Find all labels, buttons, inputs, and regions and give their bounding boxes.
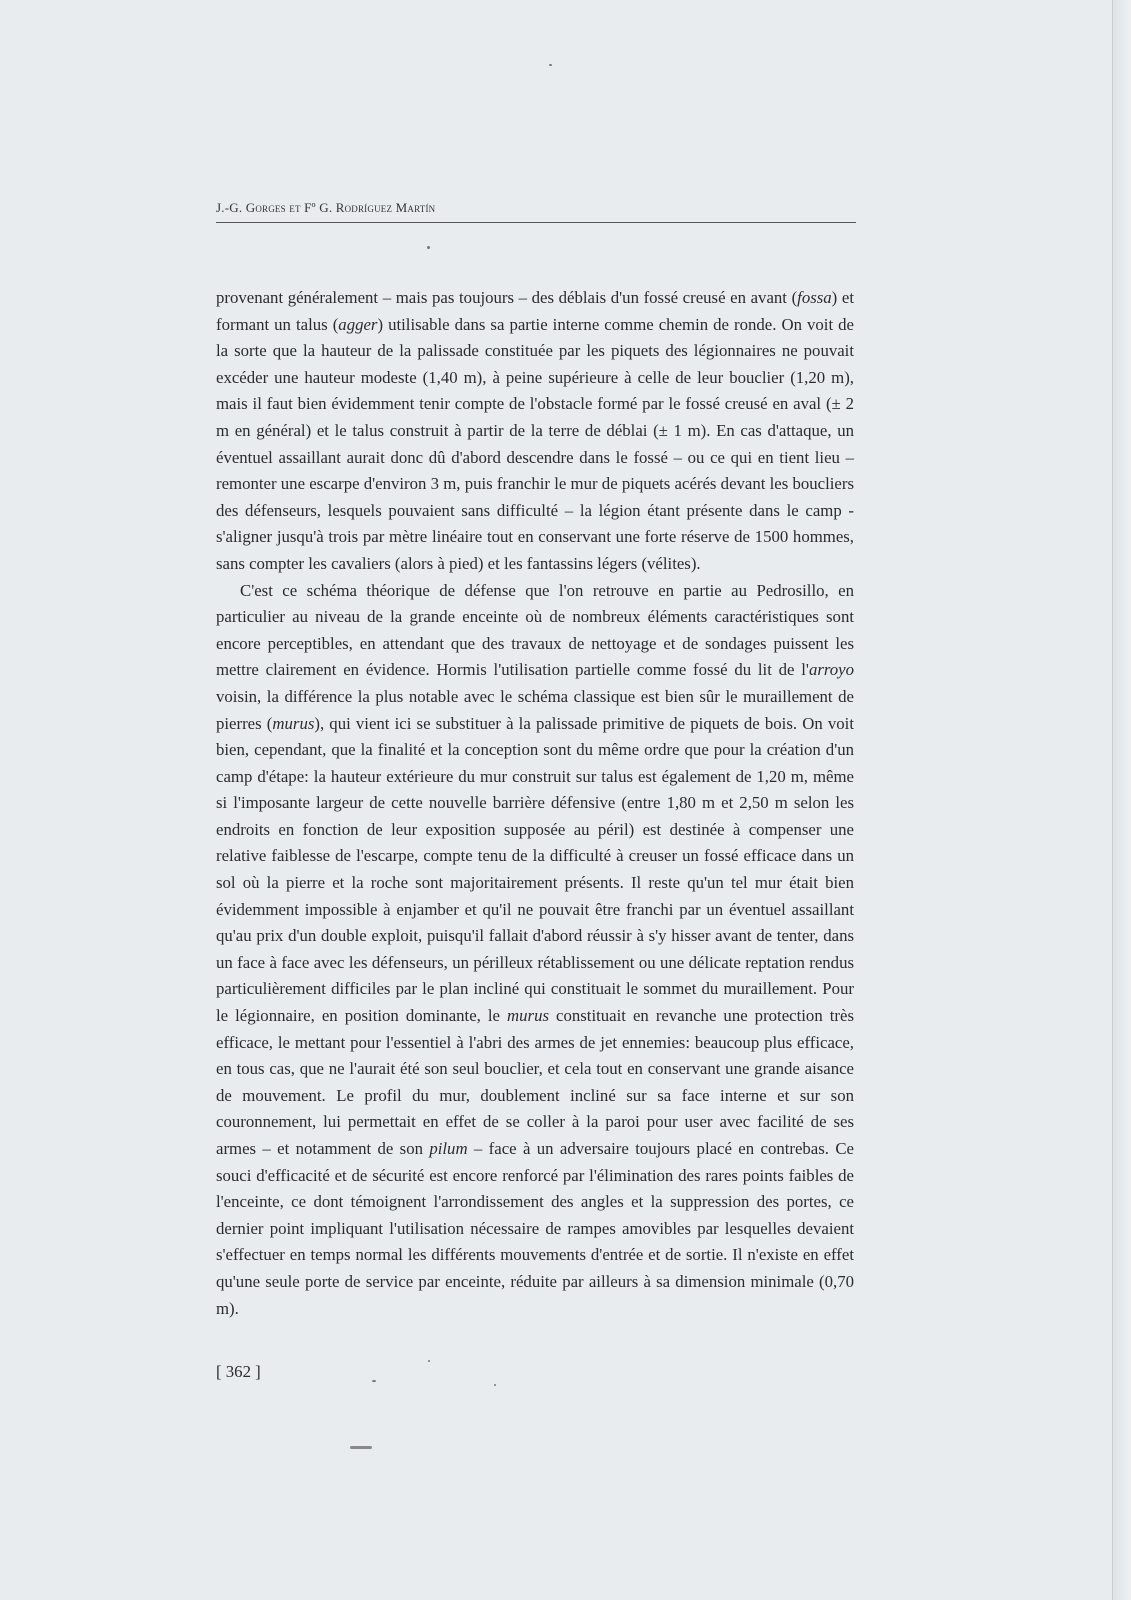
page-edge xyxy=(1112,0,1131,1600)
paragraph-1: provenant généralement – mais pas toujours – des déblais d'un fossé creusé en avant (fossa) et formant un talus (agger) utilisable dans sa partie interne comme chemin de ronde. On voit de la sorte que la hauteur de la palissade constituée par les piquets des légionnaires ne pouvait excéder une hauteur modeste (1,40 m), à peine supérieure à celle de leur bouclier (1,20 m), mais il faut bien évidemment tenir compte de l'obstacle formé par le fossé creusé en aval (± 2 m en général) et le talus construit à partir de la terre de déblai (± 1 m). En cas d'attaque, un éventuel assaillant aurait donc dû d'abord descendre dans le fossé – ou ce qui en tient lieu – remonter une escarpe d'environ 3 m, puis franchir le mur de piquets acérés devant les boucliers des défenseurs, lesquels pouvaient sans difficulté – la légion étant présente dans le camp - s'aligner jusqu'à trois par mètre linéaire tout en conservant une forte réserve de 1500 hommes, sans compter les cavaliers (alors à pied) et les fantassins légers (vélites). xyxy=(216,288,854,573)
body-text xyxy=(216,285,854,1322)
running-header xyxy=(216,200,856,223)
scan-speck xyxy=(350,1446,372,1449)
page-number: [ 362 ] xyxy=(216,1362,261,1381)
scan-speck xyxy=(427,246,430,249)
scan-speck xyxy=(372,1380,376,1382)
paragraph-2: C'est ce schéma théorique de défense que l'on retrouve en partie au Pedrosillo, en particulier au niveau de la grande enceinte où de nombreux éléments caractéristiques sont encore perceptibles, en attendant que des travaux de nettoyage et de sondages puissent les mettre clairement en évidence. Hormis l'utilisation partielle comme fossé du lit de l'arroyo voisin, la différence la plus notable avec le schéma classique est bien sûr le muraillement de pierres (murus), qui vient ici se substituer à la palissade primitive de piquets de bois. On voit bien, cependant, que la finalité et la conception sont du même ordre que pour la création d'un camp d'étape: la hauteur extérieure du mur construit sur talus est également de 1,20 m, même si l'imposante largeur de cette nouvelle barrière défensive (entre 1,80 m et 2,50 m selon les endroits en fonction de leur exposition supposée au péril) est destinée à compenser une relative faiblesse de l'escarpe, compte tenu de la difficulté à creuser un fossé efficace dans un sol où la pierre et la roche sont majoritairement présents. Il reste qu'un tel mur était bien évidemment impossible à enjamber et qu'il ne pouvait être franchi par un éventuel assaillant qu'au prix d'un double exploit, puisqu'il fallait d'abord réussir à s'y hisser avant de tenter, dans un face à face avec les défenseurs, un périlleux rétablissement ou une délicate reptation rendus particulièrement difficiles par le plan incliné qui constituait le sommet du muraillement. Pour le légionnaire, en position dominante, le murus constituait en revanche une protection très efficace, le mettant pour l'essentiel à l'abri des armes de jet ennemies: beaucoup plus efficace, en tous cas, que ne l'aurait été son seul bouclier, et cela tout en conservant une grande aisance de mouvement. Le profil du mur, doublement incliné sur sa face interne et sur son couronnement, lui permettait en effet de se coller à la paroi pour user avec facilité de ses armes – et notamment de son pilum – face à un adversaire toujours placé en contrebas. Ce souci d'efficacité et de sécurité est encore renforcé par l'élimination des rares points faibles de l'enceinte, ce dont témoignent l'arrondissement des angles et la suppression des portes, ce dernier point impliquant l'utilisation nécessaire de rampes amovibles par lesquelles devaient s'effectuer en temps normal les différents mouvements d'entrée et de sortie. Il n'existe en effet qu'une seule porte de service par enceinte, réduite par ailleurs à sa dimension minimale (0,70 m). xyxy=(216,580,854,1318)
scan-speck xyxy=(549,64,552,66)
running-header-text: J.-G. Gorges et Fº G. Rodríguez Martín xyxy=(216,200,436,215)
scan-speck xyxy=(494,1384,496,1386)
scan-speck xyxy=(428,1360,430,1362)
